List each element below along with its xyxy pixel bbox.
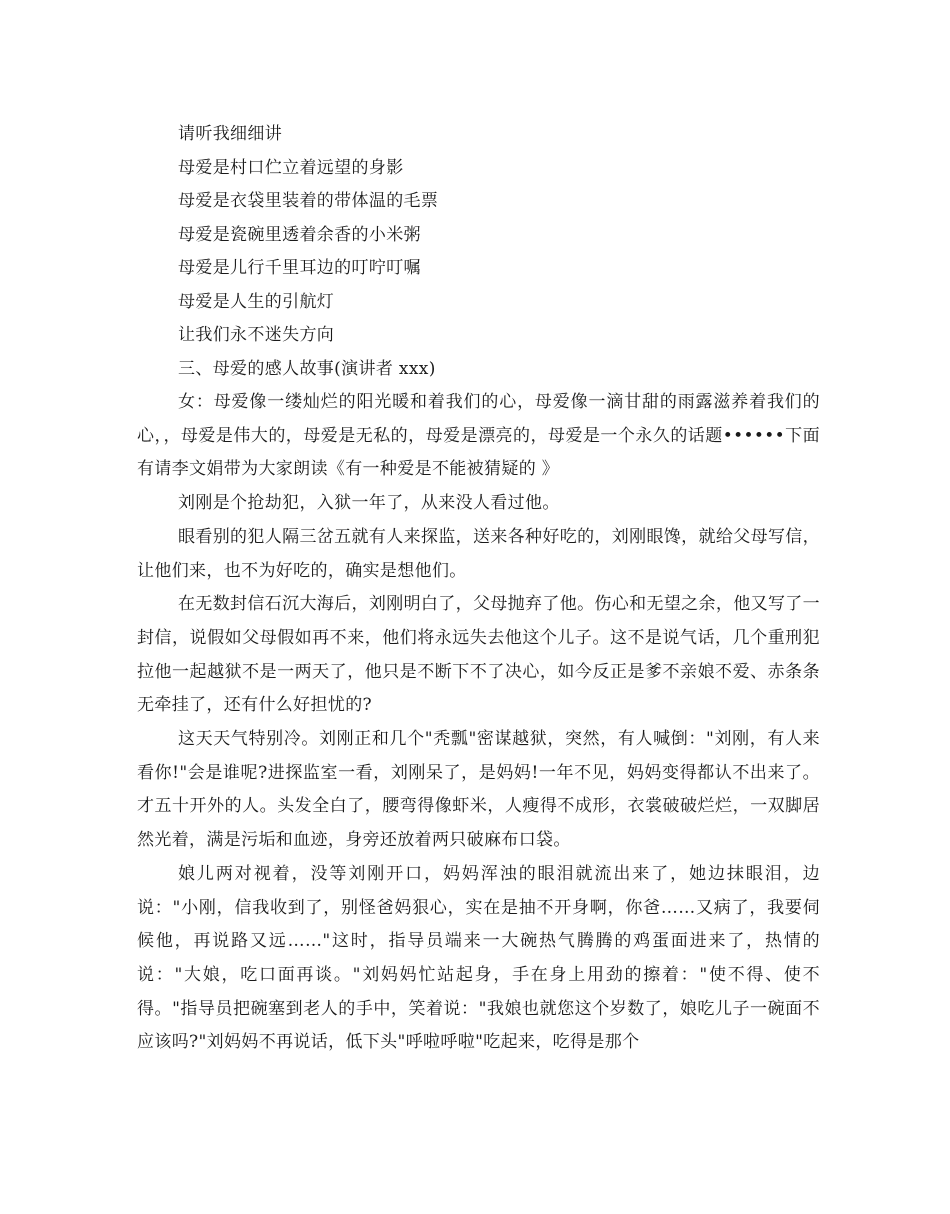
section-heading: 三、母爱的感人故事(演讲者 xxx) <box>178 358 436 379</box>
body-paragraph: 女：母爱像一缕灿烂的阳光暖和着我们的心，母爱像一滴甘甜的雨露滋养着我们的心，，母爱是伟大的，母爱是无私的，母爱是漂亮的，母爱是一个永久的话题••••••下面有请李文娟带为大家朗读《有一种爱是不能被猜疑的 》 <box>137 392 820 480</box>
body-paragraph: 这天天气特别冷。刘刚正和几个"秃瓢"密谋越狱，突然，有人喊倒："刘刚，有人来看你!"会是谁呢?进探监室一看，刘刚呆了，是妈妈!一年不见，妈妈变得都认不出来了。才五十开外的人。头发全白了，腰弯得像虾米，人瘦得不成形，衣裳破破烂烂，一双脚居然光着，满是污垢和血迹，身旁还放着两只破麻布口袋。 <box>137 729 820 851</box>
body-paragraph: 眼看别的犯人隔三岔五就有人来探监，送来各种好吃的，刘刚眼馋，就给父母写信，让他们来，也不为好吃的，确实是想他们。 <box>137 526 820 581</box>
poem-line: 母爱是衣袋里装着的带体温的毛票 <box>178 191 439 211</box>
poem-line: 请听我细细讲 <box>178 124 283 144</box>
poem-line: 母爱是儿行千里耳边的叮咛叮嘱 <box>178 258 421 278</box>
poem-line: 母爱是人生的引航灯 <box>178 291 335 312</box>
document-body <box>137 118 820 1060</box>
body-paragraph: 娘儿两对视着，没等刘刚开口，妈妈浑浊的眼泪就流出来了，她边抹眼泪，边说："小刚，信我收到了，别怪爸妈狠心，实在是抽不开身啊，你爸……又病了，我要伺候他，再说路又远……"这时，指导员端来一大碗热气腾腾的鸡蛋面进来了，热情的说："大娘，吃口面再谈。"刘妈妈忙站起身，手在身上用劲的擦着："使不得、使不得。"指导员把碗塞到老人的手中，笑着说："我娘也就您这个岁数了，娘吃儿子一碗面不应该吗?"刘妈妈不再说话，低下头"呼啦呼啦"吃起来，吃得是那个 <box>137 863 820 1053</box>
poem-line: 母爱是瓷碗里透着余香的小米粥 <box>178 224 421 245</box>
poem-line: 母爱是村口伫立着远望的身影 <box>178 157 404 178</box>
poem-line: 让我们永不迷失方向 <box>178 325 335 345</box>
body-paragraph: 刘刚是个抢劫犯，入狱一年了，从来没人看过他。 <box>178 493 560 514</box>
body-paragraph: 在无数封信石沉大海后，刘刚明白了，父母抛弃了他。伤心和无望之余，他又写了一封信，说假如父母假如再不来，他们将永远失去他这个儿子。这不是说气话，几个重刑犯拉他一起越狱不是一两天了，他只是不断下不了决心，如今反正是爹不亲娘不爱、赤条条无牵挂了，还有什么好担忧的? <box>137 594 820 716</box>
